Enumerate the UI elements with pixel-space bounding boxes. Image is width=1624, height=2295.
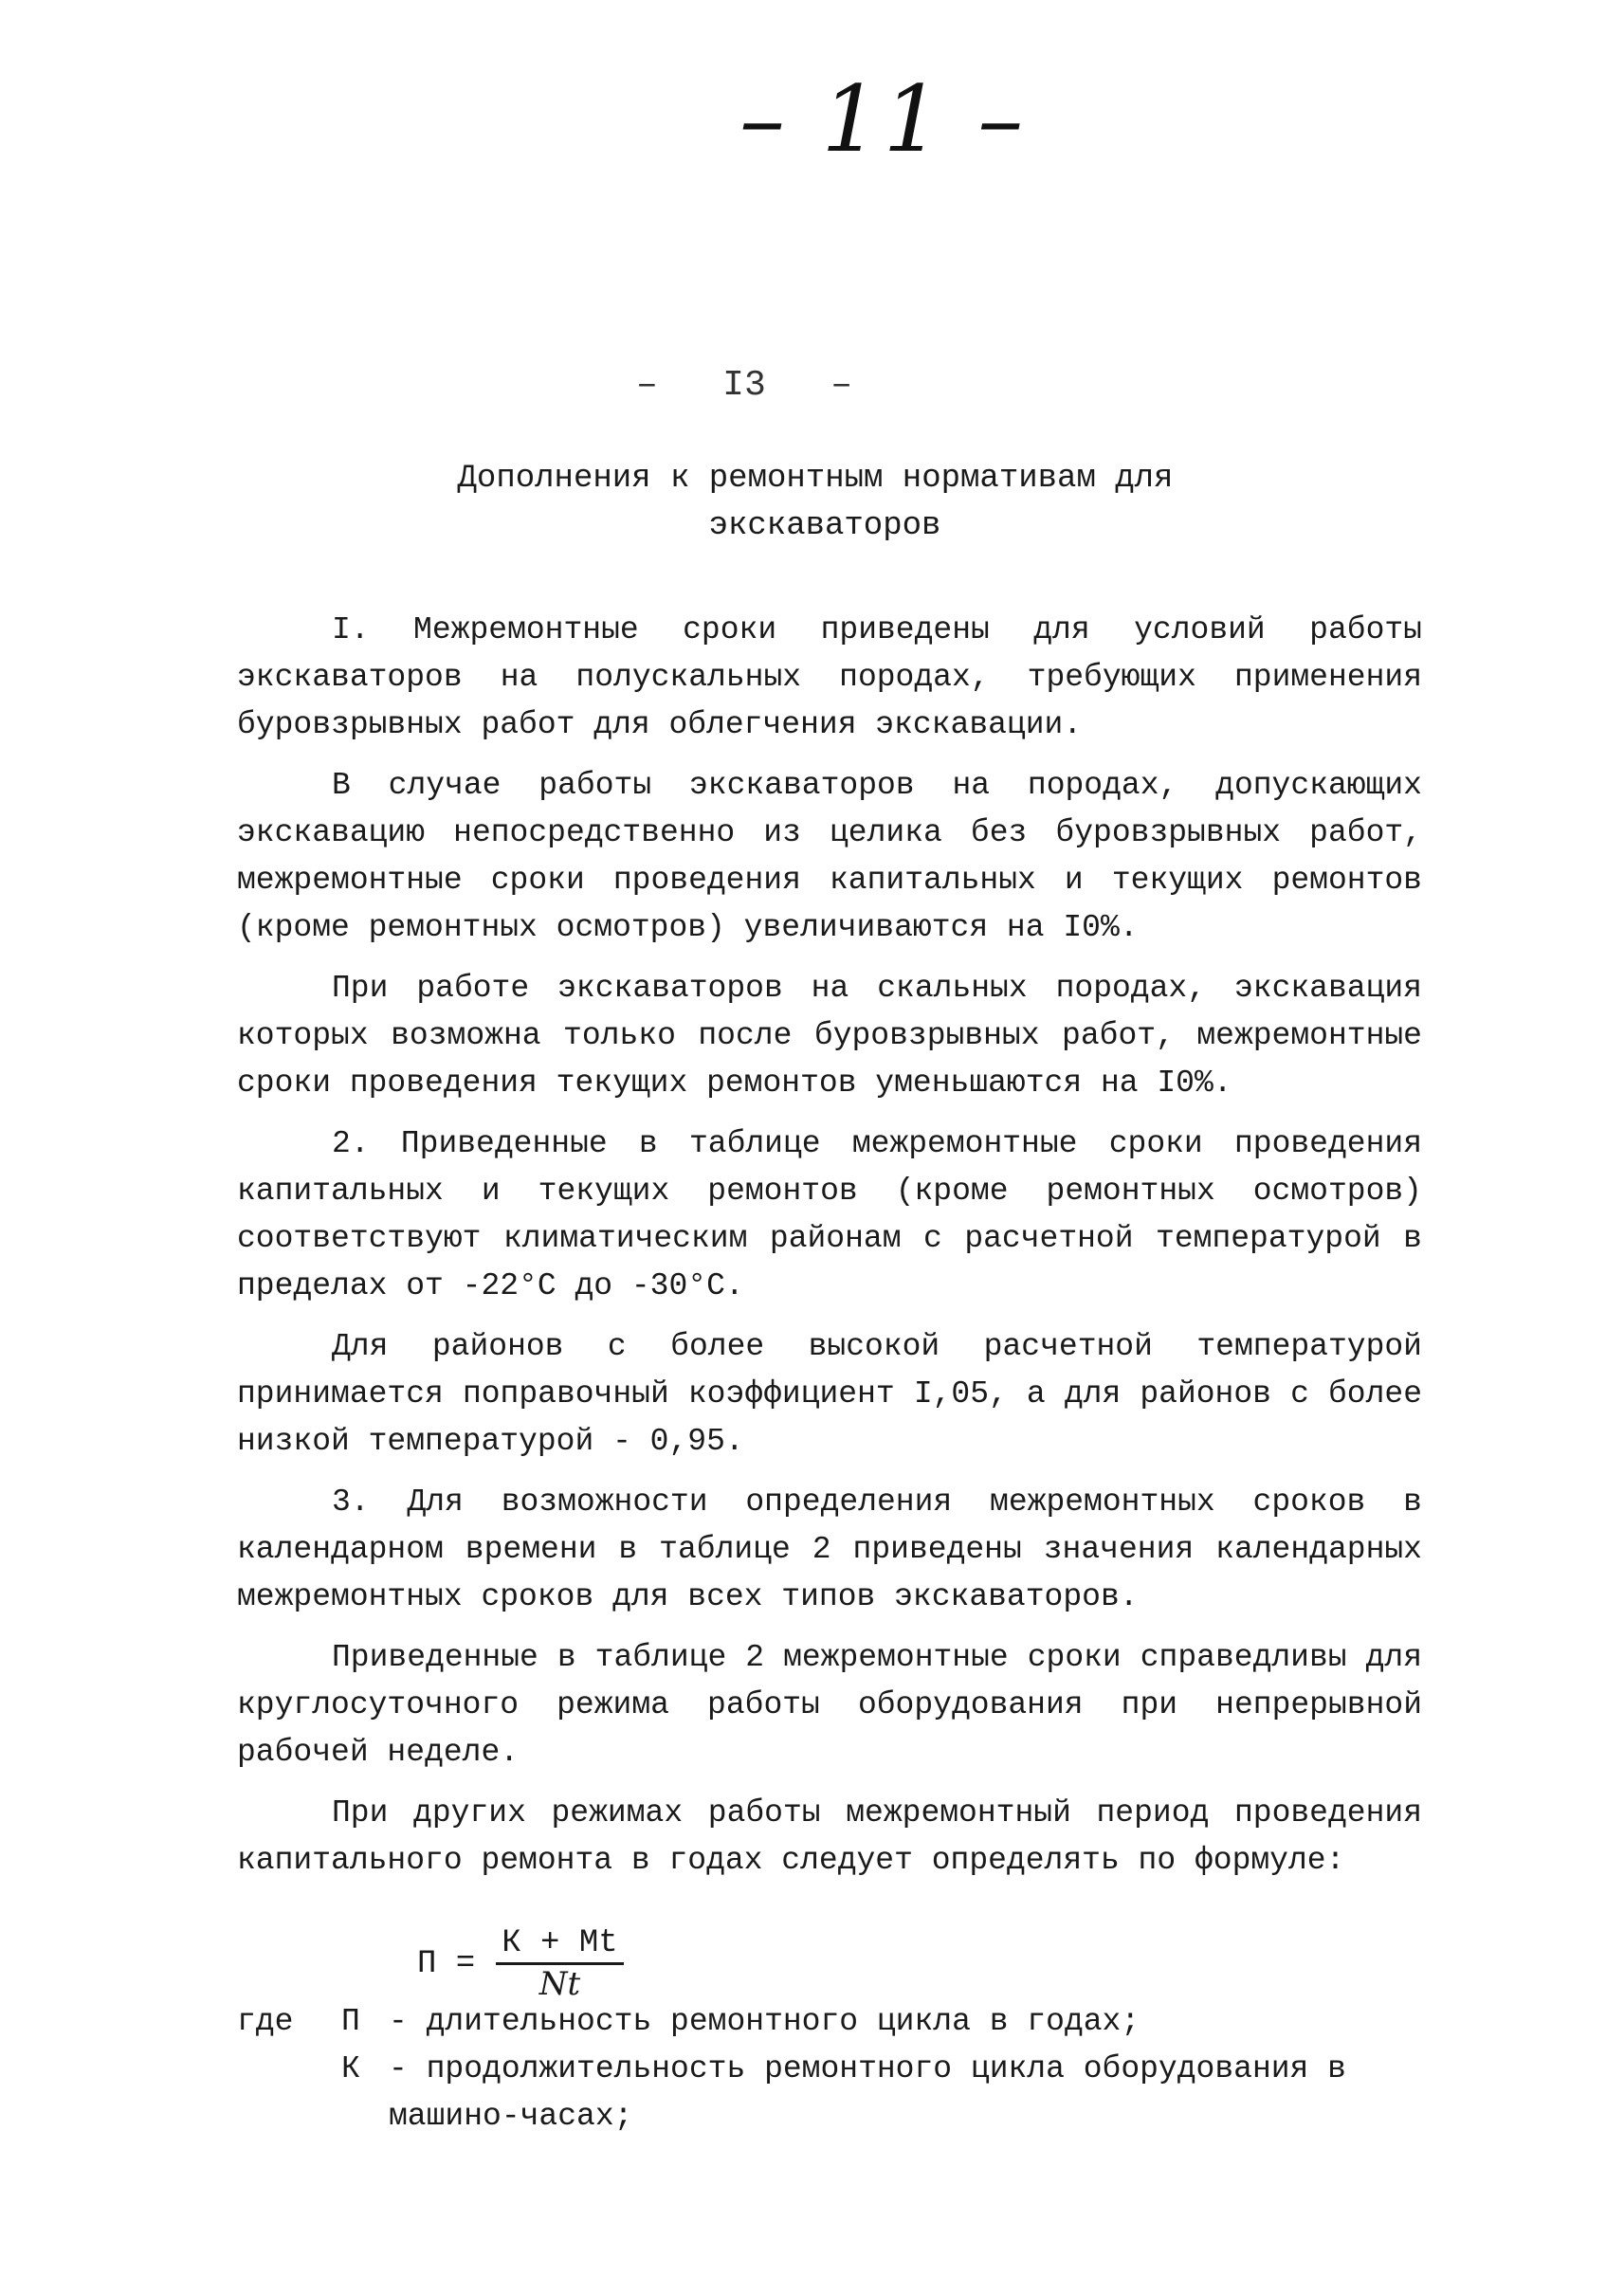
formula-denominator: Nt: [538, 1965, 581, 2003]
definitions-list: [237, 1998, 1422, 2140]
handwritten-page-number: – 11 –: [739, 66, 1028, 173]
title-line-1: Дополнения к ремонтным нормативам для: [457, 461, 1174, 497]
formula: [417, 1924, 624, 2003]
paragraph: I. Межремонтные сроки приведены для условий работы экскаваторов на полускальных породах, требующих применения буровзрывных работ для облегчения экскавации.: [237, 612, 1422, 742]
paragraph: 2. Приведенные в таблице межремонтные сроки проведения капитальных и текущих ремонтов (кроме ремонтных осмотров) соответствуют климатическим районам с расчетной температурой в пределах от -22°С до -30°С.: [237, 1126, 1422, 1303]
definition-row: [237, 1998, 1422, 2046]
title-line-2: экскаваторов: [708, 508, 941, 544]
definitions-lead: где: [237, 2004, 294, 2039]
paragraph: При других режимах работы межремонтный период проведения капитального ремонта в годах следует определять по формуле:: [237, 1795, 1422, 1878]
paragraph: Приведенные в таблице 2 межремонтные сроки справедливы для круглосуточного режима работы оборудования при непрерывной рабочей неделе.: [237, 1640, 1422, 1770]
paragraph: В случае работы экскаваторов на породах, допускающих экскавацию непосредственно из целика без буровзрывных работ, межремонтные сроки проведения капитальных и текущих ремонтов (кроме ремонтных осмотров) увеличиваются на I0%.: [237, 768, 1422, 945]
definition-text: - продолжительность ремонтного цикла оборудования в машино-часах;: [389, 2051, 1346, 2134]
formula-numerator: К + Мt: [496, 1924, 623, 1965]
paragraph: 3. Для возможности определения межремонтных сроков в календарном времени в таблице 2 приведены значения календарных межремонтных сроков для всех типов экскаваторов.: [237, 1484, 1422, 1614]
paragraph: При работе экскаваторов на скальных породах, экскавация которых возможна только после буровзрывных работ, межремонтные сроки проведения текущих ремонтов уменьшаются на I0%.: [237, 971, 1422, 1101]
definition-symbol: К: [341, 2051, 360, 2086]
definition-row: [237, 2046, 1422, 2140]
typed-page-number: – I3 –: [635, 365, 853, 406]
definition-text: - длительность ремонтного цикла в годах;: [389, 2004, 1140, 2039]
paragraph: Для районов с более высокой расчетной температурой принимается поправочный коэффициент I,05, а для районов с более низкой температурой - 0,95.: [237, 1329, 1422, 1459]
section-title: [398, 455, 1232, 550]
formula-lhs: П =: [417, 1945, 476, 1982]
formula-fraction: [496, 1924, 623, 2003]
body-text: [237, 607, 1422, 1898]
definition-symbol: П: [341, 2004, 360, 2039]
